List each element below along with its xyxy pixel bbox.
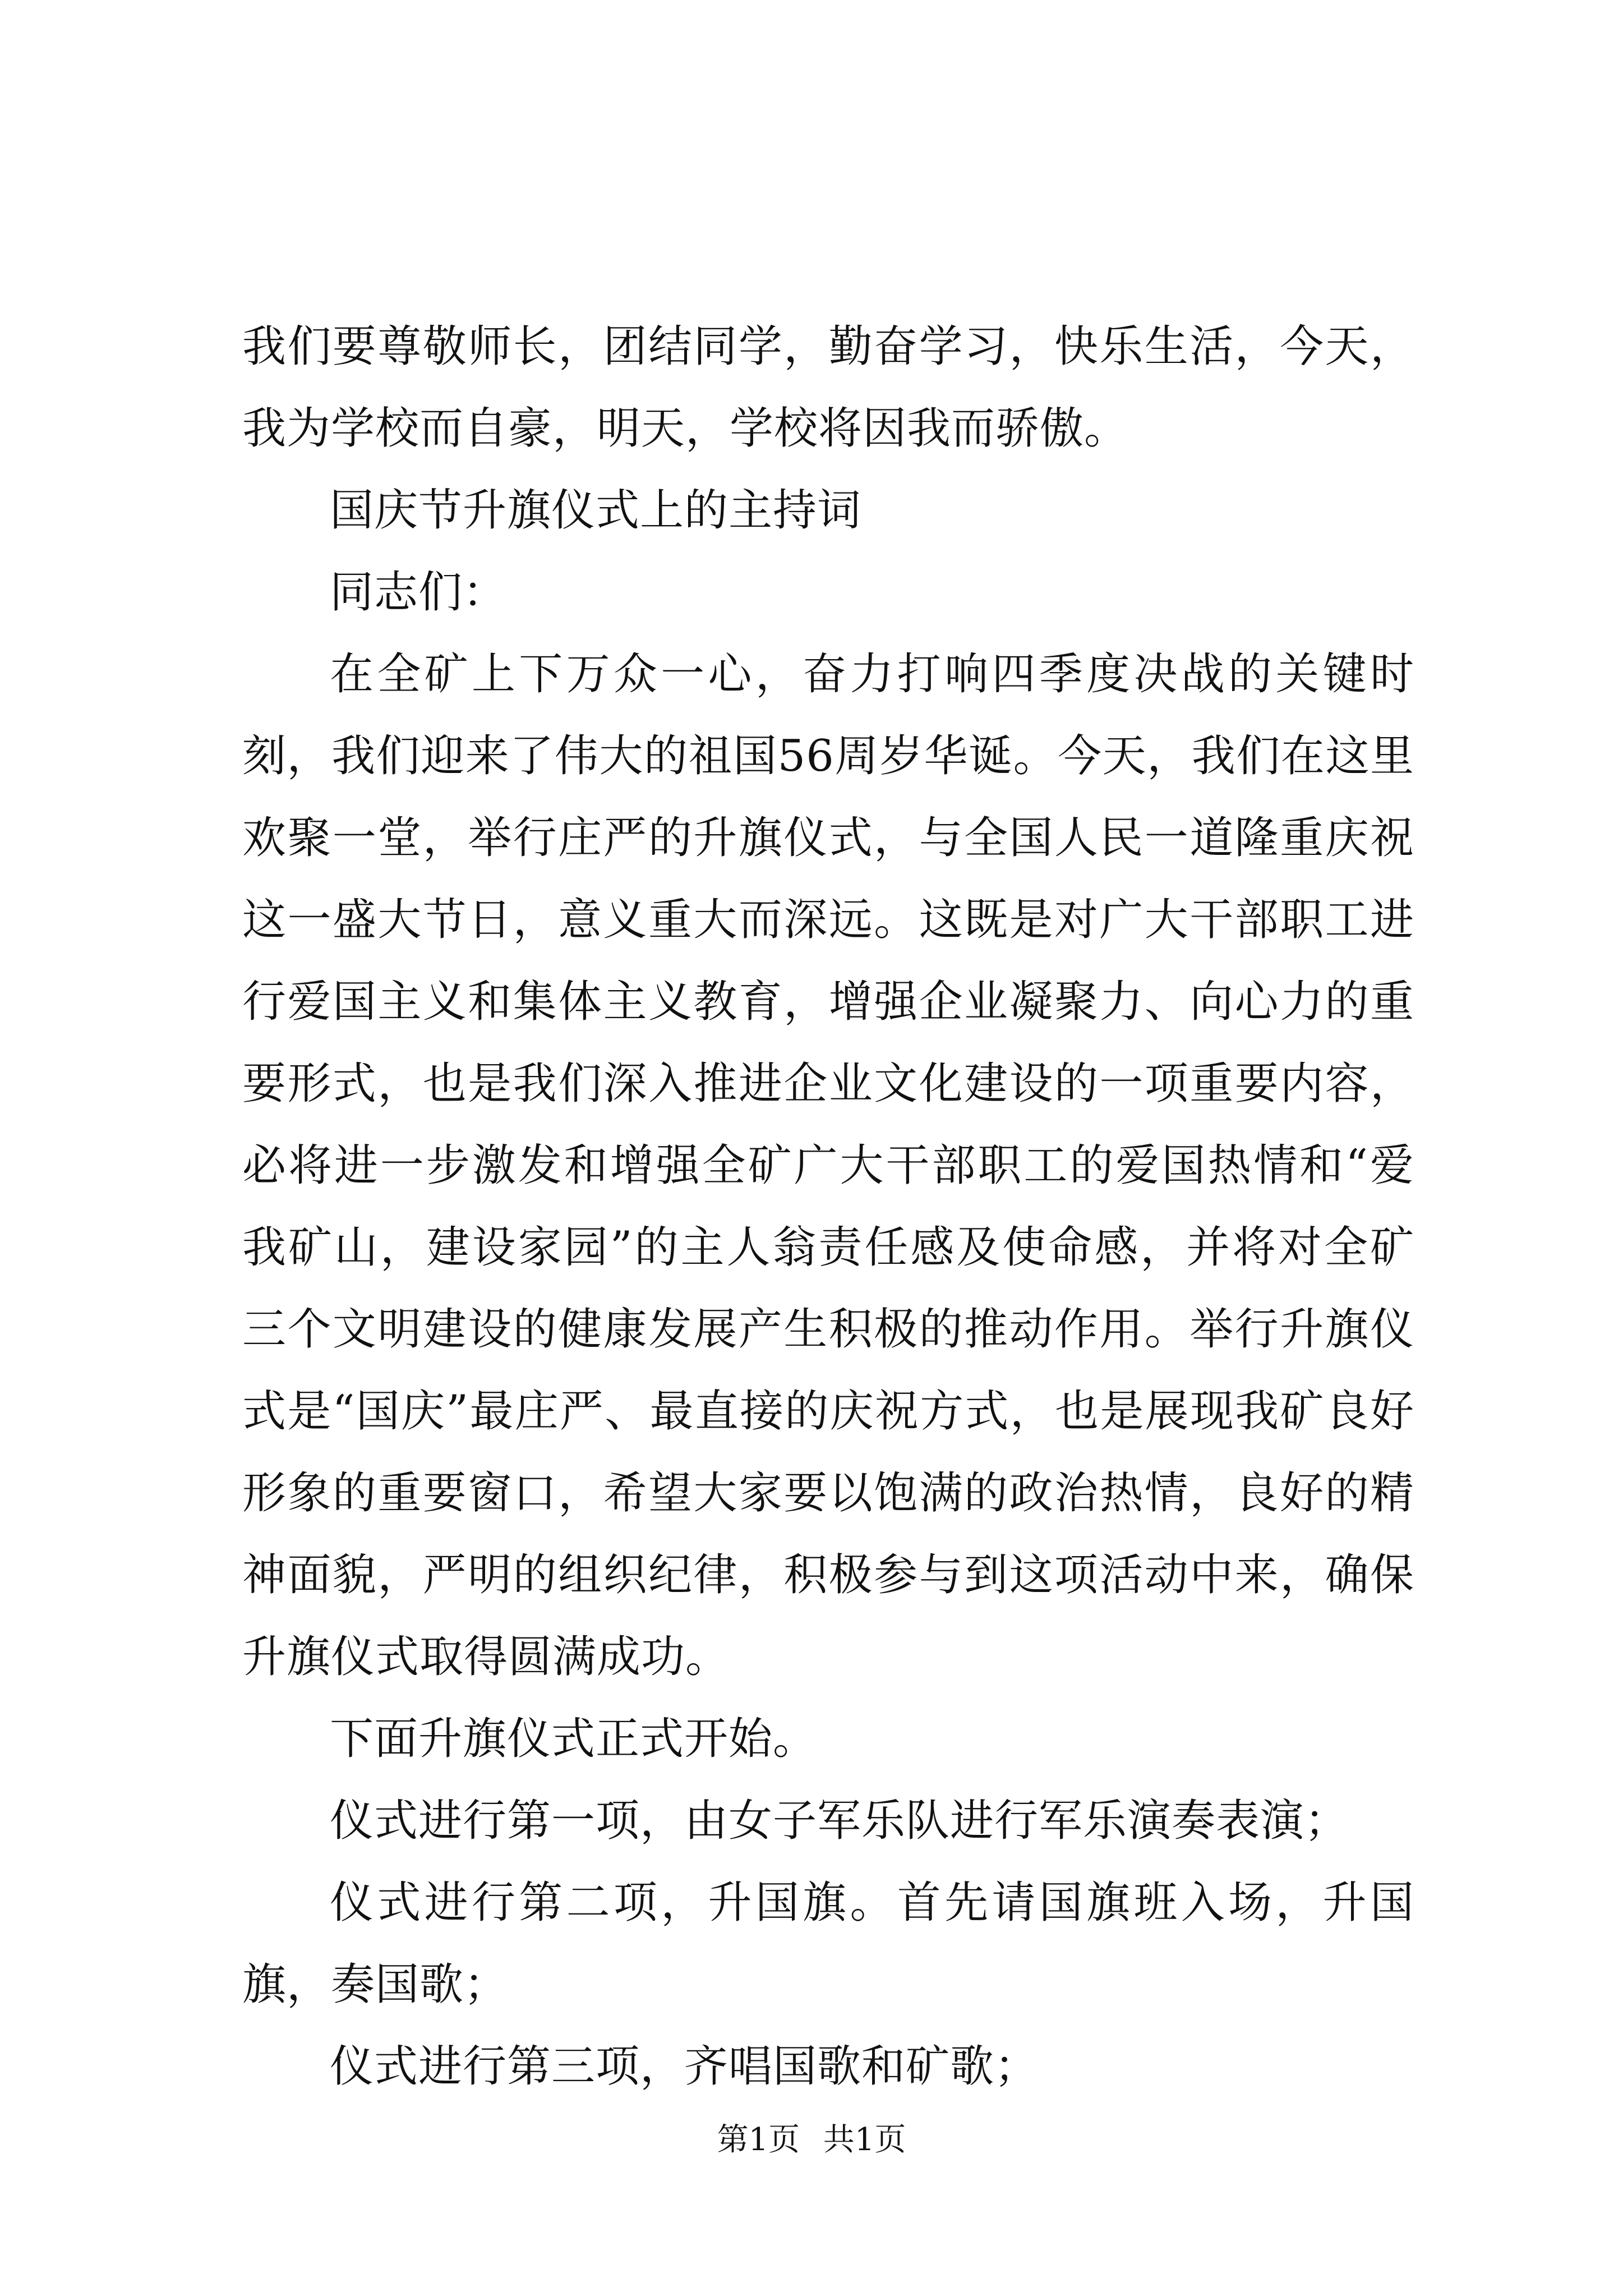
paragraph: 仪式进行第一项，由女子军乐队进行军乐演奏表演； — [330, 1796, 1349, 1846]
speech-title: 国庆节升旗仪式上的主持词 — [330, 485, 862, 536]
salutation: 同志们： — [330, 567, 508, 618]
page-number: 第1页 — [717, 2122, 800, 2158]
document-body — [242, 306, 1414, 2108]
paragraph: 仪式进行第三项，齐唱国歌和矿歌； — [330, 2041, 1039, 2092]
paragraph: 我们要尊敬师长，团结同学，勤奋学习，快乐生活，今天，我为学校而自豪，明天，学校将因我而骄傲。 — [242, 321, 1414, 454]
page-footer — [0, 2120, 1623, 2160]
paragraph: 仪式进行第二项，升国旗。首先请国旗班入场，升国旗，奏国歌； — [242, 1878, 1414, 2010]
page-total: 共1页 — [823, 2122, 906, 2158]
paragraph: 下面升旗仪式正式开始。 — [330, 1714, 818, 1764]
paragraph: 在全矿上下万众一心，奋力打响四季度决战的关键时刻，我们迎来了伟大的祖国56周岁华诞。今天，我们在这里欢聚一堂，举行庄严的升旗仪式，与全国人民一道隆重庆祝这一盛大节日，意义重大而深远。这既是对广大干部职工进行爱国主义和集体主义教育，增强企业凝聚力、向心力的重要形式，也是我们深入推进企业文化建设的一项重要内容，必将进一步激发和增强全矿广大干部职工的爱国热情和“爱我矿山，建设家园”的主人翁责任感及使命感，并将对全矿三个文明建设的健康发展产生积极的推动作用。举行升旗仪式是“国庆”最庄严、最直接的庆祝方式，也是展现我矿良好形象的重要窗口，希望大家要以饱满的政治热情，良好的精神面貌，严明的组织纪律，积极参与到这项活动中来，确保升旗仪式取得圆满成功。 — [242, 649, 1414, 1682]
